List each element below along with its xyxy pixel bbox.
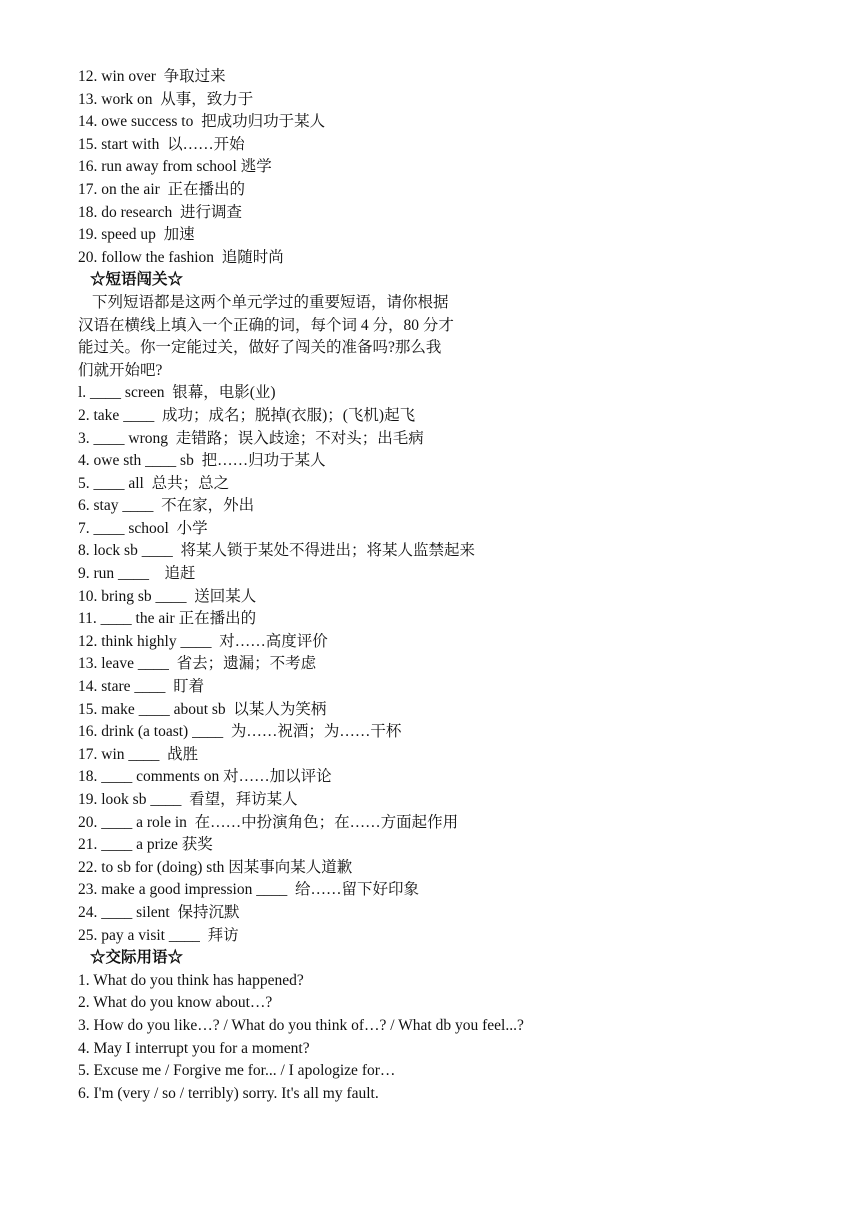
expression-item: 4. May I interrupt you for a moment? (78, 1039, 310, 1057)
phrase-challenge-section (78, 269, 798, 947)
fill-blank-item: 18. ____ comments on 对……加以评论 (78, 768, 332, 786)
fill-blank-item: l. ____ screen 银幕，电影(业) (78, 384, 276, 402)
list-item: 16. run away from school 逃学 (78, 158, 272, 176)
fill-blank-item: 25. pay a visit ____ 拜访 (78, 926, 239, 944)
fill-blank-item: 13. leave ____ 省去；遗漏；不考虑 (78, 655, 317, 673)
fill-blank-item: 17. win ____ 战胜 (78, 745, 199, 763)
fill-blank-item: 6. stay ____ 不在家，外出 (78, 497, 255, 515)
intro-paragraph-line: 们就开始吧? (78, 361, 163, 379)
section-heading: ☆短语闯关☆ (90, 271, 184, 289)
list-item: 19. speed up 加速 (78, 226, 195, 244)
fill-blank-item: 19. look sb ____ 看望，拜访某人 (78, 791, 298, 808)
expression-item: 3. How do you like…? / What do you think of…? / What db you feel...? (78, 1016, 524, 1034)
phrase-list-continued (78, 66, 798, 269)
expression-item: 5. Excuse me / Forgive me for... / I apologize for… (78, 1062, 396, 1080)
list-item: 17. on the air 正在播出的 (78, 180, 246, 198)
fill-blank-item: 5. ____ all 总共；总之 (78, 474, 230, 492)
fill-blank-item: 24. ____ silent 保持沉默 (78, 903, 240, 921)
fill-blank-item: 21. ____ a prize 获奖 (78, 836, 213, 854)
fill-blank-item: 15. make ____ about sb 以某人为笑柄 (78, 700, 327, 718)
list-item: 15. start with 以……开始 (78, 135, 245, 153)
fill-blank-item: 7. ____ school 小学 (78, 519, 208, 537)
fill-blank-item: 8. lock sb ____ 将某人锁于某处不得进出；将某人监禁起来 (78, 542, 475, 560)
fill-blank-item: 23. make a good impression ____ 给……留下好印象 (78, 881, 419, 899)
intro-paragraph-line: 汉语在横线上填入一个正确的词，每个词 4 分，80 分才 (78, 316, 454, 334)
list-item: 20. follow the fashion 追随时尚 (78, 248, 284, 266)
fill-blank-item: 14. stare ____ 盯着 (78, 678, 205, 696)
fill-blank-item: 10. bring sb ____ 送回某人 (78, 587, 257, 605)
fill-blank-item: 2. take ____ 成功；成名；脱掉(衣服)；(飞机)起飞 (78, 406, 416, 424)
expression-item: 1. What do you think has happened? (78, 971, 304, 989)
fill-blank-item: 16. drink (a toast) ____ 为……祝酒；为……干杯 (78, 723, 402, 741)
list-item: 18. do research 进行调查 (78, 203, 242, 221)
expression-item: 2. What do you know about…? (78, 994, 273, 1012)
fill-blank-item: 22. to sb for (doing) sth 因某事向某人道歉 (78, 858, 353, 876)
fill-blank-item: 4. owe sth ____ sb 把……归功于某人 (78, 452, 326, 470)
document-body (78, 66, 798, 1105)
list-item: 13. work on 从事，致力于 (78, 90, 254, 108)
list-item: 12. win over 争取过来 (78, 68, 226, 85)
list-item: 14. owe success to 把成功归功于某人 (78, 113, 326, 131)
section-heading: ☆交际用语☆ (90, 949, 184, 967)
expression-item: 6. I'm (very / so / terribly) sorry. It's all my fault. (78, 1084, 379, 1102)
fill-blank-item: 11. ____ the air 正在播出的 (78, 610, 257, 628)
fill-blank-item: 3. ____ wrong 走错路；误入歧途；不对头；出毛病 (78, 429, 424, 447)
intro-paragraph-line: 能过关。你一定能过关，做好了闯关的准备吗?那么我 (78, 339, 442, 357)
fill-blank-item: 9. run ____ 追赶 (78, 565, 196, 583)
fill-blank-item: 20. ____ a role in 在……中扮演角色；在……方面起作用 (78, 813, 459, 831)
communication-section (78, 947, 798, 1105)
intro-paragraph-line: 下列短语都是这两个单元学过的重要短语，请你根据 (92, 293, 449, 311)
fill-blank-item: 12. think highly ____ 对……高度评价 (78, 632, 328, 650)
